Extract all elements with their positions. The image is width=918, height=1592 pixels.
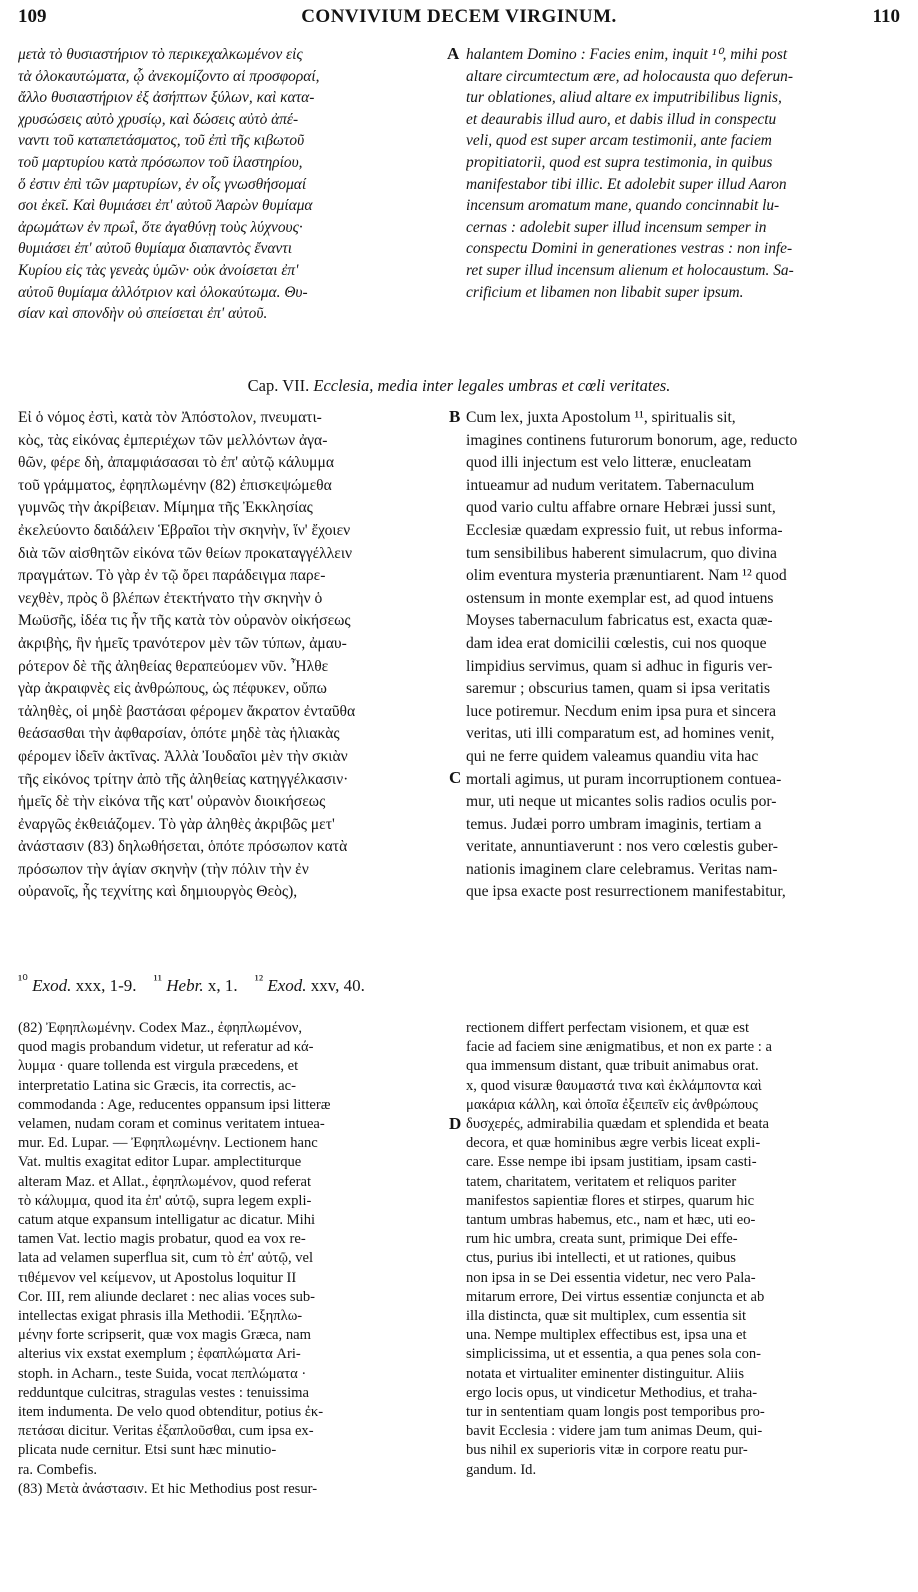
text-line: luce potiremur. Necdum enim ipsa pura et sincera <box>466 702 777 720</box>
footnote-ref: $^{^{11}}$ Hebr. x, 1. <box>153 972 238 995</box>
text-line: ἐναργῶς ἐκθειάζομεν. Τὸ γὰρ ἀληθὲς ἀκριβῶς μετ' <box>18 815 335 833</box>
text-line: τἀληθὲς, οἱ μηδὲ βαστάσαι φέρομεν ἄκρατον ἐνταῦθα <box>18 702 356 720</box>
text-line: τοῦ γράμματος, ἐφηπλωμένην (82) ἐπισκεψώμεθα <box>18 476 332 494</box>
margin-marker-b: B <box>449 407 461 426</box>
text-line: conspectu Domini in generationes vestras : non infe- <box>466 240 793 258</box>
text-line: halantem Domino : Facies enim, inquit ¹⁰, mihi post <box>466 46 788 63</box>
footnote-ref: $^{^{12}}$ Exod. xxv, 40. <box>254 972 365 995</box>
text-line: ἄλλο θυσιαστήριον ἐξ ἀσήπτων ξύλων, καὶ κατα- <box>18 89 315 107</box>
chapter-title: Ecclesia, media inter legales umbras et cœli veritates. <box>313 376 671 395</box>
text-line: velamen, nudam coram et cominus veritatem intuea- <box>18 1116 325 1133</box>
text-line: care. Esse nempe ibi ipsam justitiam, ipsam casti- <box>466 1154 757 1171</box>
text-line: διὰ τῶν αἰσθητῶν εἰκόνα τῶν θείων προκαταγγέλλειν <box>18 544 353 562</box>
text-line: ναντι τοῦ καταπετάσματος, τοῦ ἐπὶ τῆς κιβωτοῦ <box>18 132 305 150</box>
text-line: Εἰ ὁ νόμος ἐστὶ, κατὰ τὸν Ἀπόστολον, πνευματι- <box>18 409 322 426</box>
text-line: intueamur ad nudum veritatem. Tabernaculum <box>466 476 755 494</box>
text-line: λυμμα · quare tollenda est virgula præcedens, et <box>18 1058 299 1075</box>
text-line: ctus, purius ibi intellecti, et ut rationes, quibus <box>466 1250 736 1267</box>
text-line: ἀκριβὴς, ἣν ἡμεῖς τρανότερον μὲν τῶν τύπων, ἀμαυ- <box>18 634 347 652</box>
text-line: ostensum in monte exemplar est, ad quod intuens <box>466 589 774 607</box>
text-line: interpretatio Latina sic Græcis, ita correctis, ac- <box>18 1077 296 1094</box>
text-line: ἀνάστασιν (83) δηλωθήσεται, ὁπότε πρόσωπον κατὰ <box>18 838 348 856</box>
text-line: τιθέμενον vel κείμενον, ut Apostolus loquitur II <box>18 1269 297 1286</box>
text-line: cernas : adolebit super illud incensum semper in <box>466 218 767 236</box>
text-line: μακάρια κάλλη, καὶ ὁποῖα ἐξειπεῖν εἰς ἀνθρώπους <box>466 1096 758 1113</box>
text-line: Ecclesiæ quædam expressio fuit, ut rebus informa- <box>466 521 783 539</box>
text-line: ergo locis opus, ut vindicetur Methodius, et traha- <box>466 1384 758 1401</box>
text-line: πετάσαι dicitur. Veritas ἐξαπλοῦσθαι, cum ipsa ex- <box>18 1423 314 1440</box>
text-line: πρόσωπον τὴν ἁγίαν σκηνὴν (τὴν πόλιν τὴν ἐν <box>18 860 309 878</box>
text-line: decora, et quæ hominibus ægre verbis liceat expli- <box>466 1135 761 1152</box>
text-line: que ipsa exacte post resurrectionem manifestabitur, <box>466 883 786 901</box>
text-line: (83) Μετὰ ἀνάστασιν. Et hic Methodius post resur- <box>18 1480 318 1497</box>
text-line: veli, quod est super arcam testimonii, ante faciem <box>466 132 772 150</box>
text-line: nationis imaginem clare celebramus. Veritas nam- <box>466 860 778 878</box>
text-line: illa distincta, quæ sit multiplex, cum essentia sit <box>466 1308 747 1325</box>
greek-text-main <box>18 407 448 904</box>
text-line: Μωϋσῆς, ἰδέα τις ἦν τῆς κατὰ τὸν οὐρανὸν οἰκήσεως <box>18 612 351 630</box>
text-line: θῶν, φέρε δὴ, ἀπαμφιάσασαι τὸ ἐπ' αὐτῷ κάλυμμα <box>18 454 335 472</box>
text-line: ret super illud incensum alienum et holocaustum. Sa- <box>466 261 794 279</box>
text-line: mur. Ed. Lupar. — Ἐφηπλωμένην. Lectionem hanc <box>18 1135 318 1152</box>
text-line: qui ne ferre quidem valeamus quandiu vita hac <box>466 747 759 765</box>
latin-text-top <box>466 44 906 303</box>
text-line: ρότερον δὲ τῆς ἀληθείας θεραπεύομεν νῦν. Ἦλθε <box>18 657 329 675</box>
text-line: intellectas exigat phrasis illa Methodii. Ἐξηπλω- <box>18 1308 303 1325</box>
text-line: (82) Ἐφηπλωμένην. Codex Maz., ἐφηπλωμένον, <box>18 1020 303 1036</box>
text-line: dam idea erat domicilii cœlestis, cui nos quoque <box>466 634 767 652</box>
text-line: quod vario cultu affabre ornare Hebræi jussi sunt, <box>466 499 776 517</box>
text-line: veritas, uti illi comparatum est, ad homines venit, <box>466 725 775 743</box>
text-line: et deaurabis illud auro, et dabis illud in conspectu <box>466 110 777 128</box>
text-line: tum sensibilibus haberent simulacrum, quo divina <box>466 544 777 562</box>
text-line: x, quod visuræ θαυμαστά τινα καὶ ἐκλάμποντα καὶ <box>466 1077 762 1094</box>
text-line: φέρομεν ἰδεῖν ἀκτῖνας. Ἀλλὰ Ἰουδαῖοι μὲν τὴν σκιὰν <box>18 747 348 765</box>
text-line: κὸς, τὰς εἰκόνας ἐμπεριέχων τῶν μελλόντων ἀγα- <box>18 431 328 449</box>
text-line: saremur ; obscurius tamen, quam si ipsa veritatis <box>466 680 771 698</box>
text-line: quod magis probandum videtur, ut referatur ad κά- <box>18 1039 314 1056</box>
text-line: γὰρ ἀκραιφνὲς εἰς ἀνθρώπους, ὡς πέφυκεν, οὔπω <box>18 680 327 698</box>
page-number-left: 109 <box>18 6 47 27</box>
text-line: temus. Judæi porro umbram imaginis, tertiam a <box>466 815 762 833</box>
margin-marker-c: C <box>449 768 462 787</box>
text-line: una. Nempe multiplex effectibus est, ipsa una et <box>466 1327 747 1344</box>
text-line: quod illi injectum est velo litteræ, enucleatam <box>466 454 752 472</box>
notes-left-column <box>18 1019 450 1499</box>
text-line: ra. Combefis. <box>18 1461 98 1478</box>
text-line: alteram Maz. et Allat., ἐφηπλωμένον, quod referat <box>18 1173 312 1190</box>
text-line: τῆς εἰκόνος τρίτην ἀπὸ τῆς ἀληθείας κατηγγέλκασιν· <box>18 770 349 788</box>
text-line: olim eventura mysteria prænuntiarent. Nam ¹² quod <box>466 567 787 585</box>
text-line: τὸ κάλυμμα, quod ita ἐπ' αὐτῷ, supra legem expli- <box>18 1192 312 1209</box>
text-line: ἐκελεύοντο δαιδάλειν Ἑβραῖοι τὴν σκηνὴν, ἵν' ἔχοιεν <box>18 521 351 539</box>
margin-marker-d: D <box>449 1114 462 1133</box>
text-line: Moyses tabernaculum fabricatus est, exacta quæ- <box>466 612 773 630</box>
text-line: redduntque culcitras, stragulas vestes : tenuissima <box>18 1384 309 1401</box>
latin-text-main <box>466 407 906 904</box>
text-line: σίαν καὶ σπονδὴν οὐ σπείσεται ἐπ' αὐτοῦ. <box>18 305 268 323</box>
text-line: νεχθὲν, πρὸς ὃ βλέπων ἐτεκτήνατο τὴν σκηνὴν ὁ <box>18 589 323 607</box>
text-line: gandum. Id. <box>466 1461 537 1478</box>
text-line: catum atque expansum intelligatur ac dicatur. Mihi <box>18 1212 316 1229</box>
text-line: item indumenta. De velo quod obtenditur, potius ἐκ- <box>18 1404 324 1421</box>
text-line: τοῦ μαρτυρίου κατὰ πρόσωπον τοῦ ἱλαστηρίου, <box>18 153 303 171</box>
text-line: propitiatorii, quod est supra testimonia, in quibus <box>466 153 773 171</box>
chapter-number: Cap. VII. <box>247 376 310 395</box>
margin-marker-a: A <box>447 44 460 63</box>
notes-right-column <box>466 1019 906 1480</box>
text-line: tur in sententiam quam longis post temporibus pro- <box>466 1404 765 1421</box>
text-line: μένην forte scripserit, quæ vox magis Græca, nam <box>18 1327 311 1344</box>
text-line: bus nihil ex superioris vitæ in corpore reatu pur- <box>466 1442 748 1459</box>
page-number-right: 110 <box>872 6 900 27</box>
text-line: πραγμάτων. Τὸ γὰρ ἐν τῷ ὄρει παράδειγμα παρε- <box>18 567 326 585</box>
text-line: facie ad faciem sine ænigmatibus, et non ex parte : a <box>466 1039 772 1056</box>
text-line: δυσχερές, admirabilia quædam et splendida et beata <box>466 1116 769 1133</box>
text-line: tatem, charitatem, veritatem et reliquos pariter <box>466 1173 737 1190</box>
text-line: ἀρωμάτων ἐν πρωΐ, ὅτε ἀγαθύνῃ τοὺς λύχνους· <box>18 218 303 236</box>
text-line: σοι ἐκεῖ. Καὶ θυμιάσει ἐπ' αὐτοῦ Ἀαρὼν θυμίαμα <box>18 197 313 215</box>
text-line: plicata nude cernitur. Etsi sunt hæc minutio- <box>18 1442 277 1459</box>
text-line: ἡμεῖς δὲ τὴν εἰκόνα τῆς κατ' οὐρανὸν διοικήσεως <box>18 793 326 811</box>
text-line: tamen Vat. lectio magis probatur, quod ea vox re- <box>18 1231 306 1248</box>
text-line: non ipsa in se Dei essentia videtur, nec vero Pala- <box>466 1269 756 1286</box>
text-line: crificium et libamen non libabit super ipsum. <box>466 283 744 301</box>
text-line: mur, uti neque ut micantes solis radios oculis por- <box>466 793 777 811</box>
text-line: τὰ ὁλοκαυτώματα, ᾧ ἀνεκομίζοντο αἱ προσφοραί, <box>18 67 320 85</box>
text-line: mitarum errore, Dei virtus essentiæ conjuncta et ab <box>466 1288 765 1305</box>
text-line: Cor. III, rem aliunde declaret : nec alias voces sub- <box>18 1288 316 1305</box>
text-line: Vat. multis exagitat editor Lupar. amplectiturque <box>18 1154 302 1171</box>
text-line: notata et virtualiter eminenter distinguitur. Aliis <box>466 1365 745 1382</box>
text-line: incensum aromatum mane, quando concinnabit lu- <box>466 197 780 215</box>
text-line: αὐτοῦ θυμίαμα ἀλλότριον καὶ ὁλοκαύτωμα. Θυ- <box>18 283 308 301</box>
text-line: rum hic umbra, creata sunt, primique Dei effe- <box>466 1231 738 1248</box>
text-line: χρυσώσεις αὐτὸ χρυσίῳ, καὶ δώσεις αὐτὸ ἀπέ- <box>18 110 299 128</box>
text-line: manifestabor tibi illic. Et adolebit super illud Aaron <box>466 175 787 193</box>
footnote-ref: $^{^{10}}$ Exod. xxx, 1-9. <box>18 972 137 995</box>
text-line: bavit Ecclesia : videre jam tum animas Deum, qui- <box>466 1423 763 1440</box>
running-title: CONVIVIUM DECEM VIRGINUM. <box>301 6 617 27</box>
text-line: imagines continens futurorum bonorum, age, reducto <box>466 431 798 449</box>
text-line: tantum umbras habemus, etc., nam et hæc, uti eo- <box>466 1212 756 1229</box>
text-line: γυμνῶς τὴν ἀκρίβειαν. Μίμημα τῆς Ἐκκλησίας <box>18 499 313 517</box>
text-line: θυμιάσει ἐπ' αὐτοῦ θυμίαμα διαπαντὸς ἔναντι <box>18 240 293 258</box>
text-line: manifestos sapientiæ flores et stirpes, quarum hic <box>466 1192 755 1209</box>
text-line: ὅ ἐστιν ἐπὶ τῶν μαρτυρίων, ἐν οἷς γνωσθήσομαί <box>18 175 307 193</box>
text-line: stoph. in Acharn., teste Suida, vocat πεπλώματα · <box>18 1365 307 1382</box>
text-line: alterius vix exstat exemplum ; ἐφαπλώματα Ari- <box>18 1346 301 1363</box>
chapter-heading <box>0 376 918 396</box>
text-line: commodanda : Age, reducentes oppansum ipsi litteræ <box>18 1096 331 1113</box>
text-line: simplicissima, ut et essentia, a qua penes sola con- <box>466 1346 762 1363</box>
page-header <box>14 6 904 32</box>
text-line: Cum lex, juxta Apostolum ¹¹, spiritualis sit, <box>466 409 736 426</box>
text-line: tur oblationes, aliud altare ex imputribilibus lignis, <box>466 89 782 107</box>
greek-text-top <box>18 44 446 325</box>
text-line: Κυρίου εἰς τὰς γενεὰς ὑμῶν· οὐκ ἀνοίσεται ἐπ' <box>18 261 299 279</box>
text-line: lata ad velamen superflua sit, cum τὸ ἐπ' αὐτῷ, vel <box>18 1250 314 1267</box>
text-line: μετὰ τὸ θυσιαστήριον τὸ περικεχαλκωμένον εἰς <box>18 46 303 63</box>
text-line: οὐρανοῖς, ἧς τεχνίτης καὶ δημιουργὸς Θεὸς), <box>18 883 298 901</box>
text-line: rectionem differt perfectam visionem, et quæ est <box>466 1020 749 1036</box>
text-line: mortali agimus, ut puram incorruptionem contuea- <box>466 770 782 788</box>
text-line: altare circumtectum ære, ad holocausta quo deferun- <box>466 67 793 85</box>
text-line: veritate, annuntiaverunt : nos vero cœlestis guber- <box>466 838 778 856</box>
text-line: θεάσασθαι τὴν ἀφθαρσίαν, ὁπότε μηδὲ τὰς ἡλιακὰς <box>18 725 340 743</box>
text-line: limpidius servimus, quam si adhuc in figuris ver- <box>466 657 773 675</box>
footnote-references <box>18 972 365 996</box>
text-line: qua immensum distant, quæ tribuit animabus orat. <box>466 1058 759 1075</box>
